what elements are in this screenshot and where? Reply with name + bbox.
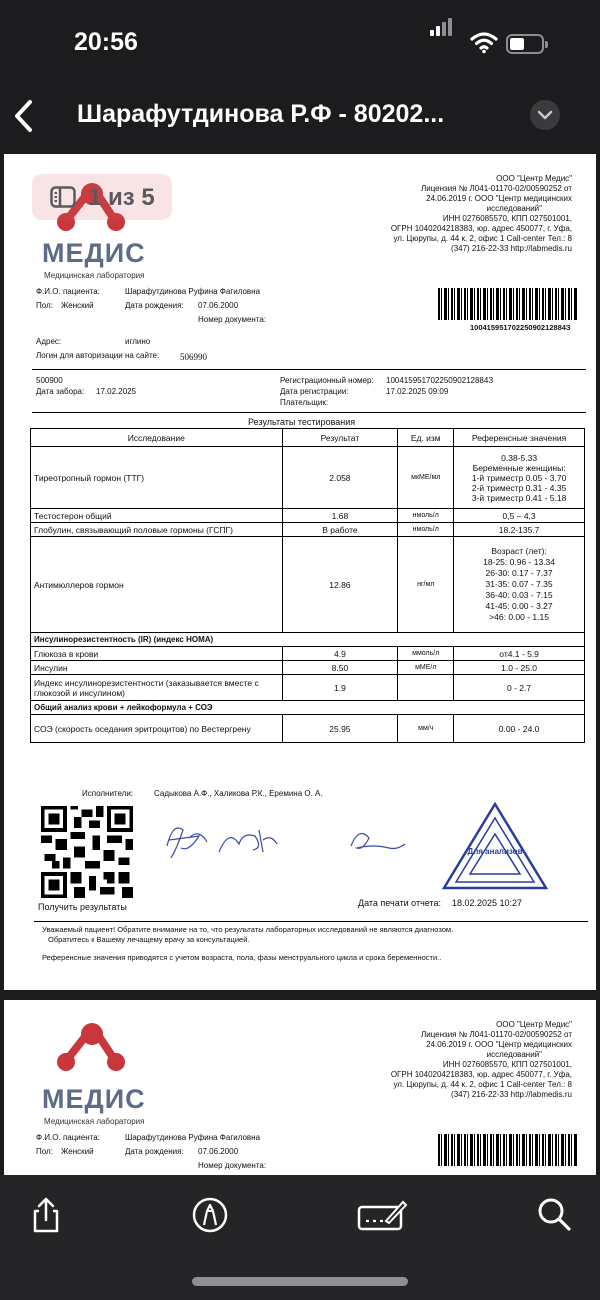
test-name: Антимюллеров гормон: [31, 537, 283, 633]
company-line: исследований": [486, 1050, 542, 1059]
results-title: Результаты тестирования: [248, 417, 356, 427]
print-date-label: Дата печати отчета:: [358, 898, 442, 908]
test-unit: нмоль/л: [398, 509, 454, 523]
test-name: Инсулин: [31, 661, 283, 675]
doc-label: Номер документа:: [198, 315, 267, 324]
column-header: Исследование: [31, 429, 283, 447]
table-row: [31, 647, 585, 661]
fio-label: Ф.И.О. пациента:: [36, 287, 100, 296]
doc-label: Номер документа:: [198, 1161, 267, 1170]
test-value: 25.95: [282, 715, 398, 743]
executors-label: Исполнители:: [82, 789, 134, 798]
test-ref: [454, 537, 585, 633]
patient-sex: Женский: [61, 1147, 94, 1156]
wifi-icon: [470, 32, 498, 54]
test-value: 8.50: [282, 661, 398, 675]
test-unit: мм/ч: [398, 715, 454, 743]
test-unit: нг/мл: [398, 537, 454, 633]
collect-label: Дата забора:: [36, 387, 85, 396]
executors: Садыкова А.Ф., Халикова Р.К., Еремина О. А.: [154, 789, 323, 798]
signature-icon[interactable]: [356, 1195, 408, 1235]
table-header-row: [31, 429, 585, 447]
login-label: Логин для авторизации на сайте:: [36, 351, 160, 360]
company-line: Лицензия № Л041-01170-02/00590252 от: [420, 1030, 572, 1039]
sex-label: Пол:: [36, 301, 53, 310]
medis-logo-icon: [44, 1022, 144, 1086]
order-id: 500900: [36, 376, 63, 385]
logo-subtitle: Медицинская лаборатория: [44, 1117, 145, 1126]
column-header: Результат: [282, 429, 398, 447]
home-indicator[interactable]: [192, 1277, 408, 1286]
patient-name: Шарафутдинова Руфина Фагиловна: [125, 287, 261, 296]
test-ref: 18.2-135.7: [454, 523, 585, 537]
company-line: (347) 216-22-33 http://labmedis.ru: [451, 244, 572, 253]
patient-address: иглино: [125, 337, 151, 346]
test-value: 2.058: [282, 447, 398, 509]
table-row: [31, 661, 585, 675]
qr-label: Получить результаты: [38, 902, 127, 912]
company-line: 24.06.2019 г. ООО "Центр медицинских: [426, 1040, 572, 1049]
ref-line: 26-30: 0.17 - 7.37: [485, 568, 553, 578]
company-line: ООО "Центр Медис": [496, 1020, 572, 1029]
column-header: Ед. изм: [398, 429, 454, 447]
test-name: Глюкоза в крови: [31, 647, 283, 661]
company-line: ИНН 0276085570, КПП 027501001,: [442, 214, 572, 223]
column-header: Референсные значения: [454, 429, 585, 447]
test-ref: 0 - 2.7: [454, 675, 585, 701]
document-title[interactable]: Шарафутдинова Р.Ф - 80202...: [77, 100, 445, 128]
table-row: [31, 447, 585, 509]
test-ref: 0.00 - 24.0: [454, 715, 585, 743]
sex-label: Пол:: [36, 1147, 53, 1156]
test-name: Тестостерон общий: [31, 509, 283, 523]
test-value: 12.86: [282, 537, 398, 633]
section-row: [31, 633, 585, 647]
footer-note: Уважаемый пациент! Обратите внимание на то, что результаты лабораторных исследований не являются диагнозом.: [42, 925, 454, 934]
collect-date: 17.02.2025: [96, 387, 137, 396]
ref-line: >46: 0.00 - 1.15: [489, 612, 549, 622]
ref-line: 31-35: 0.07 - 7.35: [485, 579, 553, 589]
divider: [34, 921, 588, 922]
reg-date: 17.02.2025 09:09: [386, 387, 449, 396]
markup-pen-icon[interactable]: [190, 1195, 230, 1235]
test-name: СОЭ (скорость оседания эритроцитов) по Вестергрену: [31, 715, 283, 743]
stamp-text: Для анализов: [467, 847, 523, 856]
status-time: 20:56: [74, 28, 138, 56]
company-line: 24.06.2019 г. ООО "Центр медицинских: [426, 194, 572, 203]
share-icon[interactable]: [26, 1195, 66, 1235]
ref-line: 0.38-5.33: [501, 452, 538, 463]
section-row: [31, 701, 585, 715]
battery-icon: [506, 34, 544, 54]
fio-label: Ф.И.О. пациента:: [36, 1133, 100, 1142]
reg-date-label: Дата регистрации:: [280, 387, 349, 396]
test-ref: от4.1 - 5.9: [454, 647, 585, 661]
divider: [32, 412, 586, 413]
patient-name: Шарафутдинова Руфина Фагиловна: [125, 1133, 261, 1142]
barcode: [438, 1134, 578, 1166]
table-row: [31, 509, 585, 523]
ref-line: 18-25: 0.96 - 13.34: [483, 557, 556, 567]
test-value: 1.9: [282, 675, 398, 701]
ref-line: Возраст (лет):: [491, 546, 547, 556]
dob-label: Дата рождения:: [125, 1147, 184, 1156]
patient-sex: Женский: [61, 301, 94, 310]
test-name: Индекс инсулинорезистентности (заказывается вместе с глюкозой и инсулином): [31, 675, 283, 701]
logo-name: МЕДИС: [42, 1084, 146, 1114]
test-value: 1.68: [282, 509, 398, 523]
dob-label: Дата рождения:: [125, 301, 184, 310]
table-row: [31, 537, 585, 633]
test-ref: 1.0 - 25.0: [454, 661, 585, 675]
test-unit: [398, 675, 454, 701]
patient-login: 506990: [180, 352, 207, 362]
test-unit: нмоль/л: [398, 523, 454, 537]
barcode: [438, 288, 578, 320]
table-row: [31, 675, 585, 701]
ref-line: 2-й триместр 0.31 - 4.35: [471, 482, 567, 493]
company-line: Лицензия № Л041-01170-02/00590252 от: [420, 184, 572, 193]
test-value: В работе: [282, 523, 398, 537]
title-menu-chevron-icon[interactable]: [530, 100, 560, 130]
search-icon[interactable]: [534, 1195, 574, 1235]
patient-dob: 07.06.2000: [198, 301, 239, 310]
bottom-toolbar: [0, 1175, 600, 1300]
test-unit: ммоль/л: [398, 647, 454, 661]
ref-line: 3-й триместр 0.41 - 5.18: [471, 492, 567, 503]
pdf-page-1[interactable]: [4, 154, 596, 990]
footer-note: Референсные значения приводятся с учетом возраста, пола, фазы менструального цикла и срока беременности..: [42, 953, 442, 962]
company-line: ул. Цюрупы, д. 44 к. 2, офис 1 Call-center Тел.: 8: [393, 1080, 572, 1089]
table-row: [31, 523, 585, 537]
test-ref: 0,5 – 4,3: [454, 509, 585, 523]
results-table: [30, 428, 585, 743]
page-counter-badge: [32, 174, 172, 220]
section-title: Инсулинорезистентность (IR) (индекс НОМА): [31, 633, 585, 647]
addr-label: Адрес:: [36, 337, 62, 346]
company-line: ул. Цюрупы, д. 44 к. 2, офис 1 Call-center Тел.: 8: [393, 234, 572, 243]
reg-num-label: Регистрационный номер:: [280, 376, 374, 385]
company-line: ООО "Центр Медис": [496, 174, 572, 183]
company-line: исследований": [486, 204, 542, 213]
ref-line: 41-45: 0.00 - 3.27: [485, 601, 553, 611]
company-line: (347) 216-22-33 http://labmedis.ru: [451, 1090, 572, 1099]
ref-line: 36-40: 0.03 - 7.15: [485, 590, 553, 600]
logo-name: МЕДИС: [42, 238, 146, 268]
print-date: 18.02.2025 10:27: [452, 898, 523, 908]
section-title: Общий анализ крови + лейкоформула + СОЭ: [31, 701, 585, 715]
thumbnail-sidebar-icon: [50, 186, 76, 208]
test-value: 4.9: [282, 647, 398, 661]
ref-line: Беременные женщины:: [472, 462, 566, 473]
test-name: Глобулин, связывающий половые гормоны (ГСПГ): [31, 523, 283, 537]
test-ref: [454, 447, 585, 509]
company-line: ИНН 0276085570, КПП 027501001,: [442, 1060, 572, 1069]
barcode-number: 10041595170225090212884З: [470, 323, 571, 332]
table-row: [31, 715, 585, 743]
back-chevron-icon[interactable]: [10, 96, 44, 136]
test-unit: мМЕ/л: [398, 661, 454, 675]
signatures-icon: [159, 818, 419, 864]
page-counter-text: 1 из 5: [88, 184, 155, 211]
patient-dob: 07.06.2000: [198, 1147, 239, 1156]
logo-subtitle: Медицинская лаборатория: [44, 271, 145, 280]
divider: [32, 369, 586, 370]
nav-bar: [0, 90, 600, 146]
lab-stamp-icon: [440, 800, 550, 892]
qr-code-icon[interactable]: [40, 806, 134, 898]
payer-label: Плательщик:: [280, 398, 329, 407]
company-line: ОГРН 1040204218383, юр. адрес 450077, г. Уфа,: [390, 1070, 572, 1079]
reg-num: 10041595170225090212884З: [386, 376, 494, 385]
test-name: Тиреотропный гормон (ТТГ): [31, 447, 283, 509]
footer-note: Обратитесь к Вашему лечащему врачу за консультацией.: [48, 935, 250, 944]
status-bar: [0, 0, 600, 90]
pdf-page-2[interactable]: [4, 1000, 596, 1176]
company-line: ОГРН 1040204218383, юр. адрес 450077, г. Уфа,: [390, 224, 572, 233]
ref-line: 1-й триместр 0.05 - 3.70: [471, 472, 567, 483]
test-unit: мкМЕ/мл: [398, 447, 454, 509]
